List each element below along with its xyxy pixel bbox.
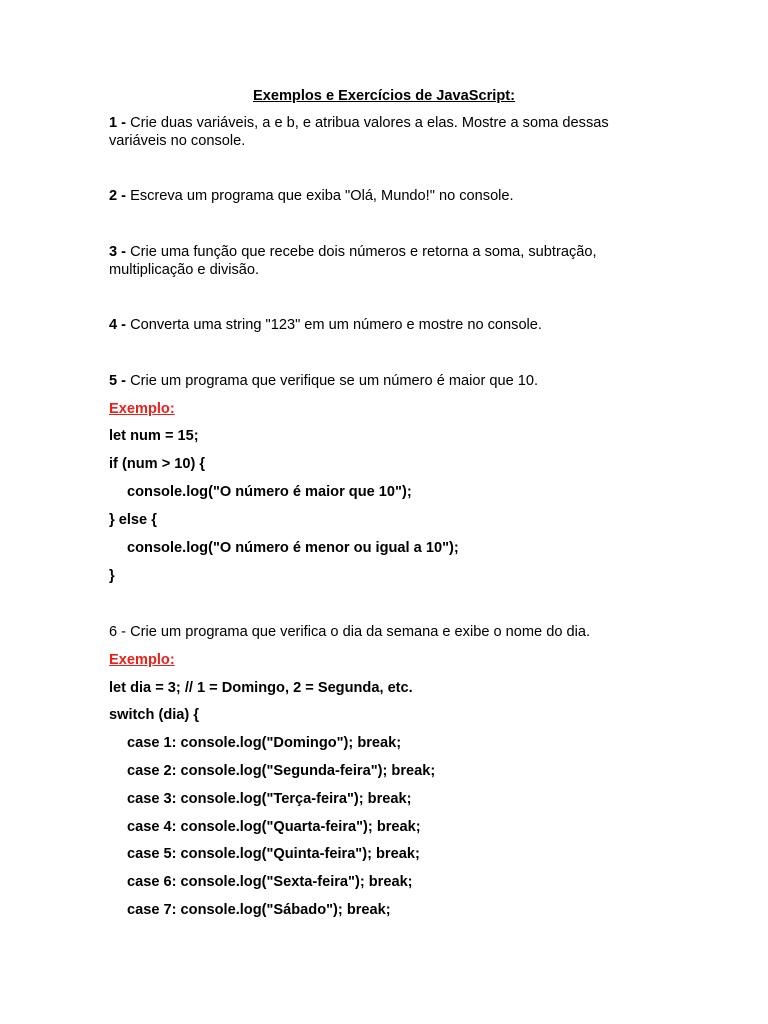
exercise-5-line-1: [109, 372, 538, 390]
code-line: case 7: console.log("Sábado"); break;: [127, 902, 391, 918]
exercise-3-text: Crie uma função que recebe dois números e retorna a soma, subtração,: [126, 244, 597, 260]
code-line: } else {: [109, 512, 157, 528]
code-line: console.log("O número é maior que 10");: [127, 484, 412, 500]
code-line: if (num > 10) {: [109, 456, 206, 472]
exercise-2-line-1: [109, 187, 514, 205]
exercise-6-line-1: 6 - Crie um programa que verifica o dia da semana e exibe o nome do dia.: [109, 624, 591, 640]
code-line: }: [109, 568, 115, 584]
code-line: console.log("O número é menor ou igual a 10");: [127, 540, 459, 556]
exercise-1-line-2: variáveis no console.: [109, 133, 246, 149]
code-line: switch (dia) {: [109, 707, 200, 723]
code-line: case 1: console.log("Domingo"); break;: [127, 735, 402, 751]
exercise-4-number: 4 -: [109, 317, 127, 333]
exercise-1-text: Crie duas variáveis, a e b, e atribua valores a elas. Mostre a soma dessas: [126, 115, 609, 131]
exercise-3-line-1: [109, 243, 597, 261]
exercise-6-example-label: Exemplo:: [109, 652, 175, 668]
exercise-3-number: 3 -: [109, 244, 127, 260]
exercise-4-text: Converta uma string "123" em um número e mostre no console.: [126, 317, 542, 333]
code-line: case 5: console.log("Quinta-feira"); break;: [127, 846, 420, 862]
code-line: case 2: console.log("Segunda-feira"); break;: [127, 763, 436, 779]
code-line: case 6: console.log("Sexta-feira"); break;: [127, 874, 413, 890]
exercise-1-line-1: [109, 114, 609, 132]
document-title: Exemplos e Exercícios de JavaScript:: [252, 88, 515, 104]
exercise-3-line-2: multiplicação e divisão.: [109, 262, 260, 278]
exercise-4-line-1: [109, 316, 542, 334]
exercise-2-text: Escreva um programa que exiba "Olá, Mundo!" no console.: [126, 188, 514, 204]
exercise-5-text: Crie um programa que verifique se um número é maior que 10.: [126, 373, 539, 389]
code-line: let num = 15;: [109, 428, 199, 444]
exercise-5-number: 5 -: [109, 373, 127, 389]
code-line: let dia = 3; // 1 = Domingo, 2 = Segunda, etc.: [109, 680, 413, 696]
exercise-2-number: 2 -: [109, 188, 127, 204]
code-line: case 4: console.log("Quarta-feira"); break;: [127, 819, 421, 835]
code-line: case 3: console.log("Terça-feira"); break;: [127, 791, 412, 807]
exercise-5-example-label: Exemplo:: [109, 401, 175, 417]
exercise-1-number: 1 -: [109, 115, 127, 131]
